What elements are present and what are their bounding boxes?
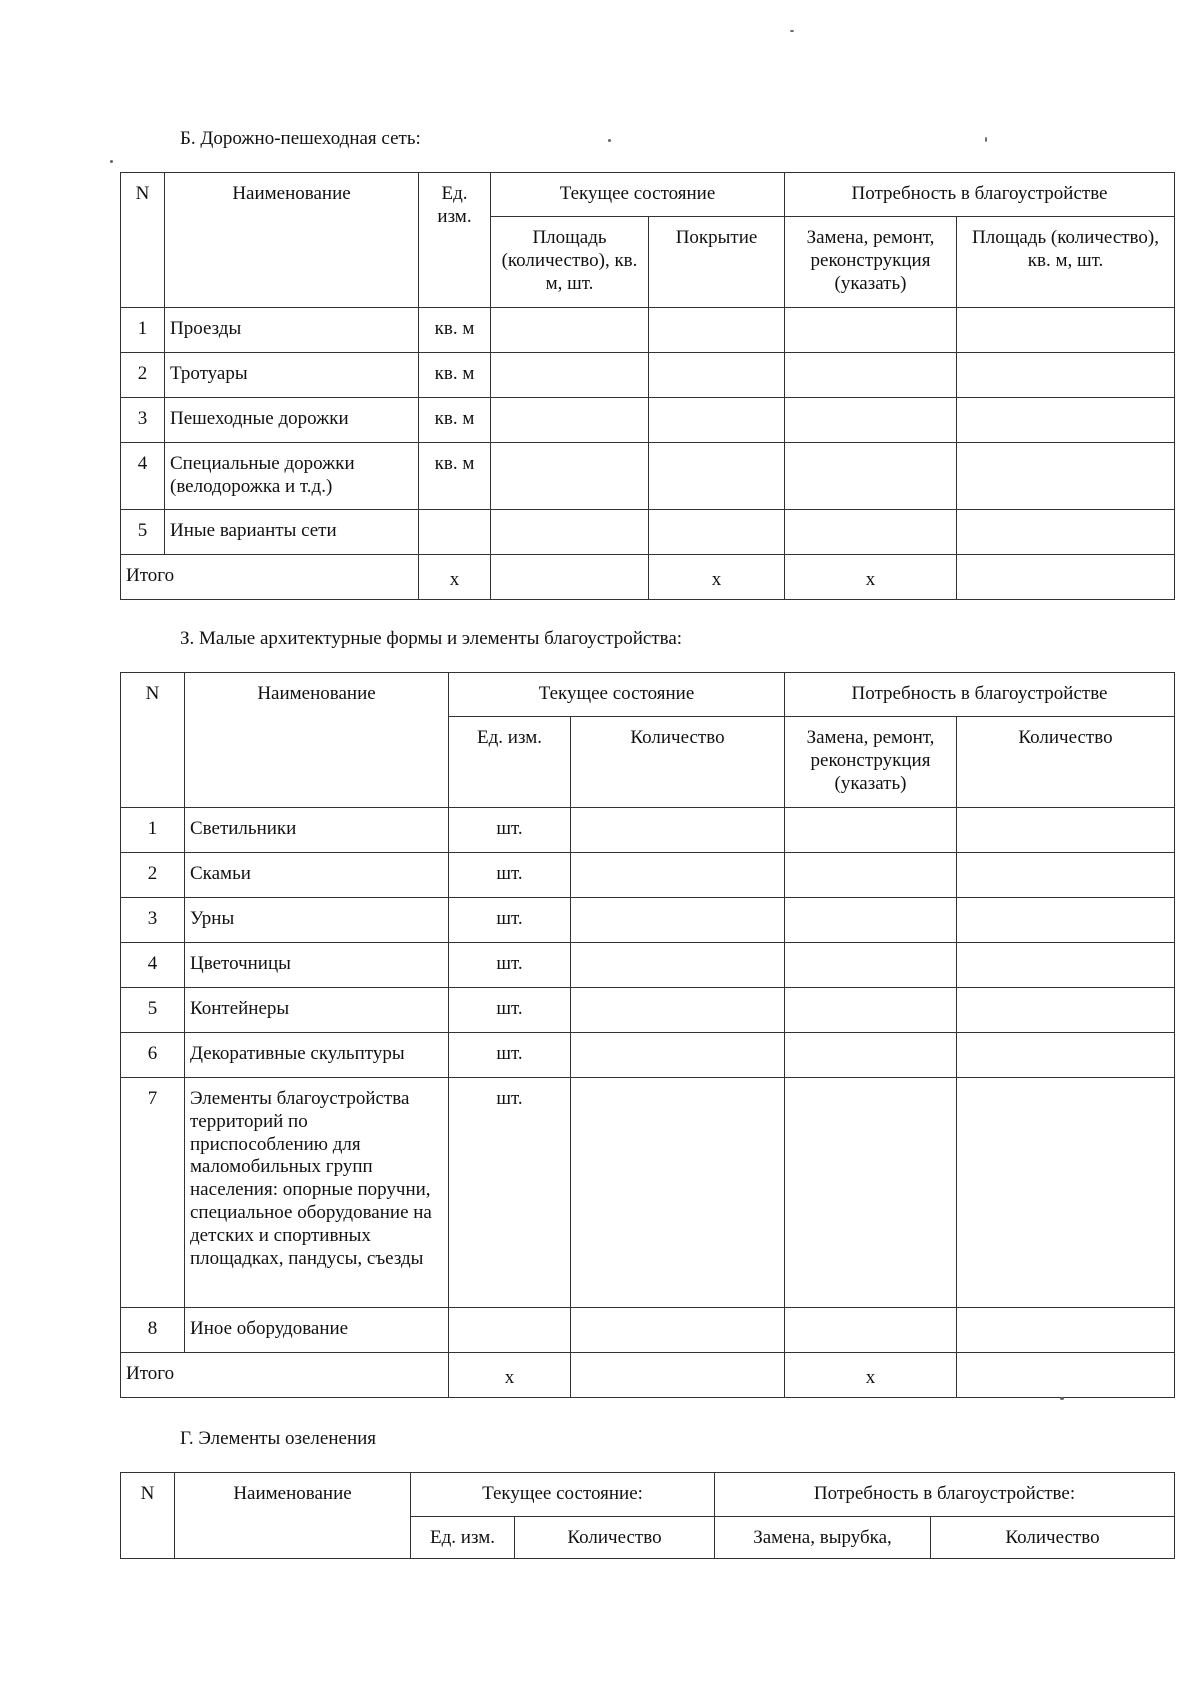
row-unit: кв. м	[419, 353, 491, 398]
row-name: Декоративные скульптуры	[185, 1033, 449, 1078]
cell-quantity	[571, 808, 785, 853]
cell-replace	[785, 353, 957, 398]
scan-speck	[608, 139, 611, 142]
row-name: Светильники	[185, 808, 449, 853]
cell-quantity	[571, 988, 785, 1033]
header-quantity: Количество	[571, 717, 785, 808]
header-name: Наименование	[175, 1473, 411, 1559]
cell-coating	[649, 510, 785, 555]
row-number: 1	[121, 808, 185, 853]
cell-area	[491, 398, 649, 443]
small-forms-table	[120, 672, 1175, 1398]
scan-speck	[1060, 1397, 1064, 1400]
cell-need-quantity	[957, 1033, 1175, 1078]
cell-quantity	[571, 853, 785, 898]
cell-need-quantity	[957, 1308, 1175, 1353]
row-name: Специальные дорожки (велодорожка и т.д.)	[165, 443, 419, 510]
row-name: Тротуары	[165, 353, 419, 398]
row-number: 3	[121, 898, 185, 943]
cell-replace	[785, 808, 957, 853]
table-row	[121, 808, 1175, 853]
header-quantity: Количество	[515, 1517, 715, 1559]
cell-replace	[785, 988, 957, 1033]
total-label: Итого	[121, 1353, 449, 1398]
cell-need-area	[957, 510, 1175, 555]
total-row	[121, 555, 1175, 600]
total-area	[491, 555, 649, 600]
cell-replace	[785, 510, 957, 555]
row-unit	[419, 510, 491, 555]
row-unit	[449, 1308, 571, 1353]
total-unit: x	[449, 1353, 571, 1398]
row-number: 5	[121, 510, 165, 555]
header-need-quantity: Количество	[957, 717, 1175, 808]
total-unit: x	[419, 555, 491, 600]
table-row	[121, 1033, 1175, 1078]
row-number: 4	[121, 943, 185, 988]
row-number: 5	[121, 988, 185, 1033]
cell-replace	[785, 1078, 957, 1308]
row-number: 2	[121, 353, 165, 398]
cell-replace	[785, 943, 957, 988]
row-unit: кв. м	[419, 308, 491, 353]
cell-need-quantity	[957, 898, 1175, 943]
header-unit: Ед. изм.	[419, 173, 491, 308]
row-name: Скамьи	[185, 853, 449, 898]
total-quantity	[571, 1353, 785, 1398]
header-current-state: Текущее состояние:	[411, 1473, 715, 1517]
cell-quantity	[571, 1308, 785, 1353]
scan-speck	[790, 30, 794, 32]
cell-need-area	[957, 443, 1175, 510]
table-row	[121, 853, 1175, 898]
table-row	[121, 510, 1175, 555]
cell-replace	[785, 898, 957, 943]
greenery-table	[120, 1472, 1175, 1559]
cell-need-area	[957, 398, 1175, 443]
row-name: Проезды	[165, 308, 419, 353]
table-row	[121, 443, 1175, 510]
total-replace: x	[785, 1353, 957, 1398]
cell-coating	[649, 443, 785, 510]
header-improvement-need: Потребность в благоустройстве	[785, 673, 1175, 717]
cell-replace	[785, 853, 957, 898]
header-current-state: Текущее состояние	[491, 173, 785, 217]
header-replace: Замена, ремонт, реконструкция (указать)	[785, 217, 957, 308]
table-row	[121, 898, 1175, 943]
cell-area	[491, 510, 649, 555]
row-unit: шт.	[449, 988, 571, 1033]
table-row	[121, 1078, 1175, 1308]
row-name: Пешеходные дорожки	[165, 398, 419, 443]
row-name: Элементы благоустройства территорий по приспособлению для маломобильных групп населения: опорные поручни, специальное оборудование на детских и спортивных площадках, пандусы, съезды	[185, 1078, 449, 1308]
scan-speck	[110, 160, 113, 163]
cell-area	[491, 353, 649, 398]
table-row	[121, 398, 1175, 443]
table-row	[121, 1308, 1175, 1353]
row-number: 1	[121, 308, 165, 353]
row-name: Урны	[185, 898, 449, 943]
header-unit: Ед. изм.	[449, 717, 571, 808]
row-number: 8	[121, 1308, 185, 1353]
row-number: 3	[121, 398, 165, 443]
section-b-heading: Б. Дорожно-пешеходная сеть:	[180, 128, 421, 149]
header-name: Наименование	[185, 673, 449, 808]
header-n: N	[121, 673, 185, 808]
cell-area	[491, 443, 649, 510]
cell-replace	[785, 308, 957, 353]
row-unit: шт.	[449, 1078, 571, 1308]
header-replace: Замена, ремонт, реконструкция (указать)	[785, 717, 957, 808]
total-need-area	[957, 555, 1175, 600]
cell-coating	[649, 353, 785, 398]
row-unit: шт.	[449, 808, 571, 853]
total-replace: x	[785, 555, 957, 600]
cell-need-quantity	[957, 988, 1175, 1033]
header-coating: Покрытие	[649, 217, 785, 308]
row-unit: шт.	[449, 943, 571, 988]
cell-replace	[785, 443, 957, 510]
header-improvement-need: Потребность в благоустройстве:	[715, 1473, 1175, 1517]
cell-quantity	[571, 1033, 785, 1078]
header-n: N	[121, 1473, 175, 1559]
row-unit: шт.	[449, 853, 571, 898]
header-area: Площадь (количество), кв. м, шт.	[491, 217, 649, 308]
header-name: Наименование	[165, 173, 419, 308]
row-name: Контейнеры	[185, 988, 449, 1033]
cell-replace	[785, 398, 957, 443]
cell-area	[491, 308, 649, 353]
row-name: Иное оборудование	[185, 1308, 449, 1353]
row-number: 2	[121, 853, 185, 898]
header-need-quantity: Количество	[931, 1517, 1175, 1559]
header-replace: Замена, вырубка,	[715, 1517, 931, 1559]
cell-need-quantity	[957, 853, 1175, 898]
header-need-area: Площадь (количество), кв. м, шт.	[957, 217, 1175, 308]
cell-coating	[649, 398, 785, 443]
cell-need-area	[957, 353, 1175, 398]
cell-replace	[785, 1033, 957, 1078]
cell-quantity	[571, 1078, 785, 1308]
cell-quantity	[571, 943, 785, 988]
row-number: 4	[121, 443, 165, 510]
total-need-quantity	[957, 1353, 1175, 1398]
total-label: Итого	[121, 555, 419, 600]
road-network-table	[120, 172, 1175, 600]
table-row	[121, 353, 1175, 398]
cell-replace	[785, 1308, 957, 1353]
cell-need-area	[957, 308, 1175, 353]
row-unit: шт.	[449, 1033, 571, 1078]
row-unit: кв. м	[419, 443, 491, 510]
cell-need-quantity	[957, 808, 1175, 853]
row-unit: кв. м	[419, 398, 491, 443]
header-current-state: Текущее состояние	[449, 673, 785, 717]
header-improvement-need: Потребность в благоустройстве	[785, 173, 1175, 217]
cell-need-quantity	[957, 1078, 1175, 1308]
table-row	[121, 943, 1175, 988]
row-name: Цветочницы	[185, 943, 449, 988]
table-row	[121, 308, 1175, 353]
cell-need-quantity	[957, 943, 1175, 988]
table-row	[121, 988, 1175, 1033]
header-unit: Ед. изм.	[411, 1517, 515, 1559]
total-coating: x	[649, 555, 785, 600]
row-name: Иные варианты сети	[165, 510, 419, 555]
section-g-heading: Г. Элементы озеленения	[180, 1428, 377, 1449]
row-unit: шт.	[449, 898, 571, 943]
cell-quantity	[571, 898, 785, 943]
row-number: 7	[121, 1078, 185, 1308]
section-v-heading: З. Малые архитектурные формы и элементы благоустройства:	[180, 628, 683, 649]
total-row	[121, 1353, 1175, 1398]
header-n: N	[121, 173, 165, 308]
scan-speck	[985, 137, 987, 142]
row-number: 6	[121, 1033, 185, 1078]
cell-coating	[649, 308, 785, 353]
